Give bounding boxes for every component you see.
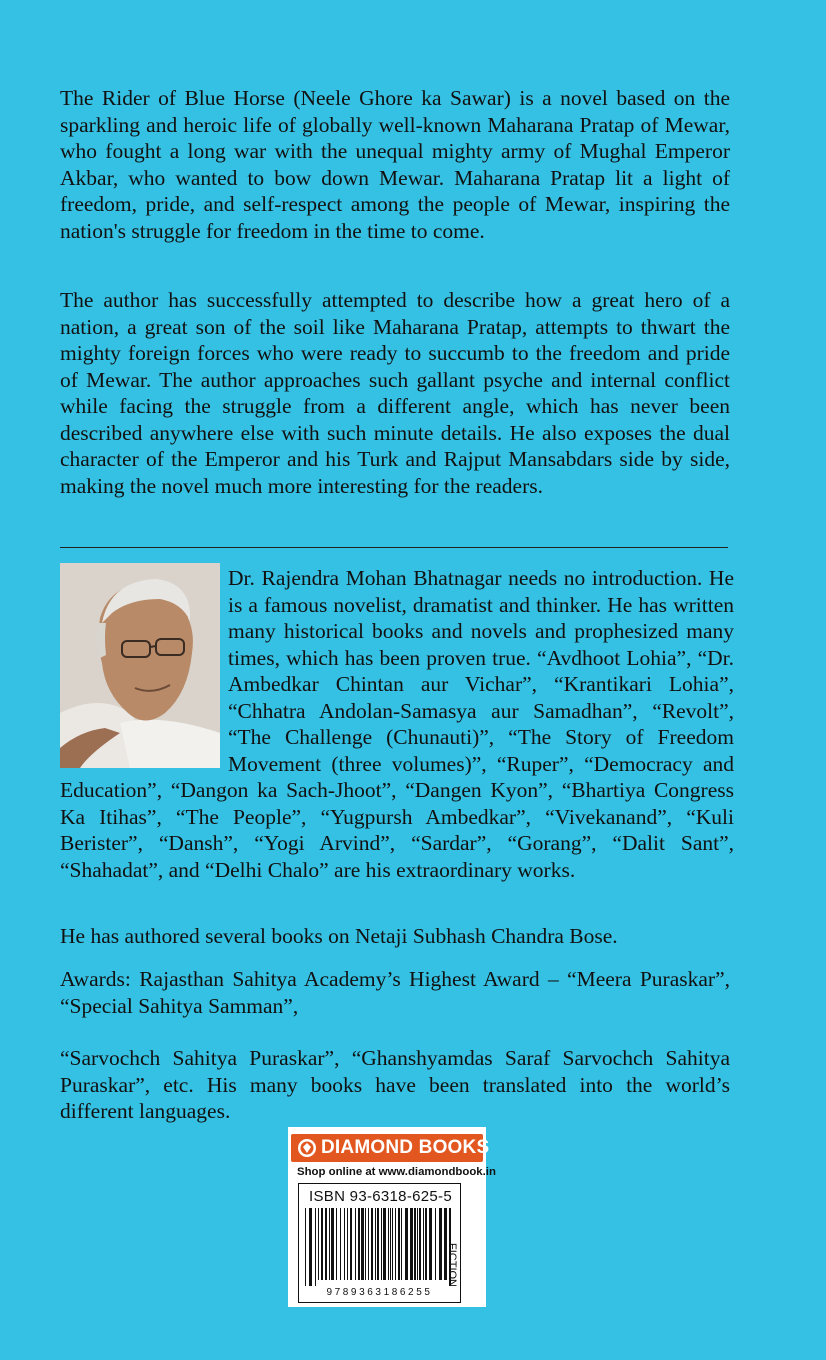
barcode-bar [388, 1208, 389, 1280]
section-divider [60, 547, 728, 548]
author-bose-line: He has authored several books on Netaji Subhash Chandra Bose. [60, 924, 618, 948]
publisher-name: DIAMOND BOOKS [321, 1137, 490, 1158]
barcode-bar [355, 1208, 356, 1280]
barcode-bar [398, 1208, 400, 1280]
barcode-bar [368, 1208, 369, 1280]
barcode-bar [417, 1208, 418, 1280]
publisher-barcode-box [288, 1127, 496, 1307]
author-bio: Dr. Rajendra Mohan Bhatnagar needs no introduction. He is a famous novelist, dramatist and thinker. He has written many historical books and novels and prophesized many times, which has been proven true. “Avdhoot Lohia”, “Dr. Ambedkar Chintan aur Vichar”, “Krantikari Lohia”, “Chhatra Andolan-Samasya aur Samadhan”, “Revolt”, “The Challenge (Chunauti)”, “The Story of Freedom Movement (three volumes)”, “Ruper”, “Democracy and Education”, “Dangon ka Sach-Jhoot”, “Dangen Kyon”, “Bhartiya Congress Ka Itihas”, “The People”, “Yugpursh Ambedkar”, “Vivekanand”, “Kuli Berister”, “Dansh”, “Yogi Arvind”, “Sardar”, “Gorang”, “Dalit Sant”, “Shahadat”, and “Delhi Chalo” are his extraordinary works. [60, 566, 734, 882]
barcode-bar [423, 1208, 424, 1280]
author-bio-block [60, 565, 734, 883]
barcode-bar [435, 1208, 436, 1280]
barcode-bar [381, 1208, 382, 1280]
barcode-frame [298, 1183, 461, 1303]
barcode [303, 1208, 455, 1286]
publisher-banner [291, 1134, 490, 1162]
barcode-bar [410, 1208, 413, 1280]
publisher-shop-link[interactable]: Shop online at www.diamondbook.in [297, 1166, 496, 1178]
barcode-bar [405, 1208, 408, 1280]
awards-line-2: “Sarvochch Sahitya Puraskar”, “Ghanshyamdas Saraf Sarvochch Sahitya Puraskar”, etc. His many books have been translated into the world’s different languages. [60, 1046, 730, 1123]
barcode-bar [395, 1208, 396, 1280]
barcode-bar [358, 1208, 360, 1280]
barcode-bar [305, 1208, 306, 1286]
barcode-bar [321, 1208, 323, 1280]
barcode-bar [329, 1208, 330, 1280]
barcode-bar [371, 1208, 373, 1280]
barcode-bar [318, 1208, 319, 1280]
barcode-bar [315, 1208, 316, 1286]
barcode-bar [361, 1208, 364, 1280]
barcode-bar [350, 1208, 352, 1280]
synopsis-paragraph-1: The Rider of Blue Horse (Neele Ghore ka Sawar) is a novel based on the sparkling and heroic life of globally well-known Maharana Pratap of Mewar, who fought a long war with the unequal mighty army of Mughal Emperor Akbar, who wanted to bow down Mewar. Maharana Pratap lit a light of freedom, pride, and self-respect among the people of Mewar, inspiring the nation's struggle for freedom in the time to come. [60, 86, 730, 243]
barcode-bar [344, 1208, 345, 1280]
barcode-bar [429, 1208, 432, 1280]
barcode-bar [325, 1208, 327, 1280]
barcode-bar [375, 1208, 376, 1280]
isbn-label: ISBN 93-6318-625-5 [309, 1188, 452, 1205]
barcode-bar [425, 1208, 427, 1280]
barcode-bar [383, 1208, 386, 1280]
awards-line-1: Awards: Rajasthan Sahitya Academy’s Highest Award – “Meera Puraskar”, “Special Sahitya Samman”, [60, 967, 730, 1018]
barcode-bar [340, 1208, 341, 1280]
barcode-bar [392, 1208, 393, 1280]
barcode-bar [347, 1208, 348, 1280]
barcode-bar [309, 1208, 312, 1286]
diamond-logo-icon [297, 1138, 317, 1158]
category-label: FICTION [446, 1243, 458, 1287]
barcode-bar [336, 1208, 337, 1280]
barcode-bar [419, 1208, 421, 1280]
barcode-bar [401, 1208, 402, 1280]
barcode-bar [365, 1208, 366, 1280]
barcode-bar [331, 1208, 334, 1280]
barcode-bar [439, 1208, 442, 1280]
barcode-digits: 9789363186255 [326, 1287, 433, 1298]
barcode-bar [377, 1208, 379, 1280]
barcode-bar [414, 1208, 416, 1280]
synopsis-paragraph-2: The author has successfully attempted to describe how a great hero of a nation, a great son of the soil like Maharana Pratap, attempts to thwart the mighty foreign forces who were ready to succumb to the freedom and pride of Mewar. The author approaches such gallant psyche and internal conflict while facing the struggle from a different angle, which has never been described anywhere else with such minute details. He also exposes the dual character of the Emperor and his Turk and Rajput Mansabdars side by side, making the novel much more interesting for the readers. [60, 288, 730, 498]
barcode-bar [390, 1208, 391, 1280]
